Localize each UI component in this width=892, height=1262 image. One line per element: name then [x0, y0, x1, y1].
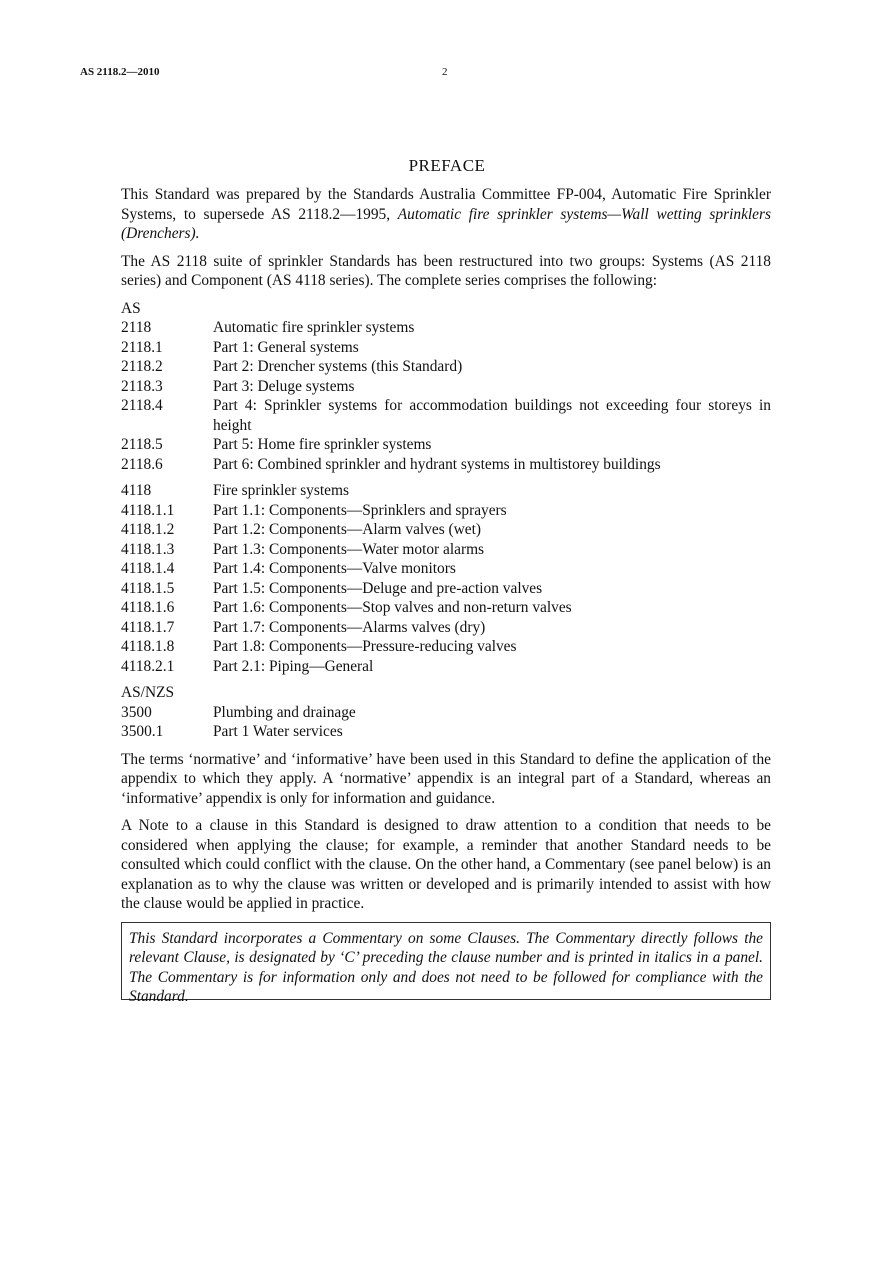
list-item [121, 501, 771, 521]
standard-description: Part 1.5: Components—Deluge and pre-action valves [213, 579, 543, 597]
standard-description: Part 6: Combined sprinkler and hydrant systems in multistorey buildings [213, 455, 661, 473]
standard-code: 2118.6 [121, 455, 163, 473]
standard-code: 2118 [121, 319, 152, 336]
series-group-4118 [121, 481, 771, 676]
list-item [121, 722, 771, 742]
standard-code: 4118.2.1 [121, 657, 175, 675]
standard-description: Part 1.7: Components—Alarms valves (dry) [213, 618, 486, 636]
series-group-asnzs [121, 683, 771, 742]
standard-description: Part 3: Deluge systems [213, 377, 355, 395]
standards-series-list [121, 299, 771, 742]
intro-italic-title: Automatic fire sprinkler systems—Wall wetting sprinklers (Drenchers). [121, 205, 771, 242]
series-group-as [121, 299, 771, 475]
list-item [121, 357, 771, 377]
page-title: PREFACE [408, 156, 486, 175]
list-item [121, 520, 771, 540]
standard-code: 4118.1.1 [121, 501, 175, 519]
standard-code: 4118.1.3 [121, 540, 175, 558]
standard-description: Part 1 Water services [213, 723, 343, 740]
intro-paragraph [121, 185, 771, 244]
standard-description: Plumbing and drainage [213, 703, 356, 721]
standard-code: 3500 [121, 703, 152, 721]
list-item [121, 618, 771, 638]
standard-description: Part 1: General systems [213, 338, 359, 356]
standard-description: Part 1.1: Components—Sprinklers and sprayers [213, 501, 507, 519]
list-item [121, 657, 771, 677]
list-item [121, 455, 771, 475]
standard-description: Fire sprinkler systems [213, 482, 349, 499]
standard-description: Automatic fire sprinkler systems [213, 319, 415, 336]
list-item [121, 435, 771, 455]
commentary-panel: This Standard incorporates a Commentary on some Clauses. The Commentary directly follows the relevant Clause, is designated by ‘C’ preceding the clause number and is printed in italics in a panel. The Commentary is for information only and does not need to be followed for compliance with the Standard. [121, 922, 771, 1000]
standard-description: Part 1.8: Components—Pressure-reducing valves [213, 638, 517, 655]
terms-paragraph: The terms ‘normative’ and ‘informative’ have been used in this Standard to define the application of the appendix to which they apply. A ‘normative’ appendix is an integral part of a Standard, whereas an ‘informative’ appendix is only for information and guidance. [121, 750, 771, 807]
series-prefix: AS [121, 299, 141, 317]
list-item [121, 598, 771, 618]
page-header [80, 66, 820, 82]
standard-code: 2118.1 [121, 338, 163, 356]
standard-code: 3500.1 [121, 723, 164, 740]
standard-code: 2118.4 [121, 397, 163, 414]
standard-description: Part 2.1: Piping—General [213, 657, 374, 675]
standard-code: 4118.1.7 [121, 618, 175, 636]
standard-code: 4118.1.5 [121, 579, 175, 597]
standard-description: Part 1.3: Components—Water motor alarms [213, 540, 485, 558]
document-number: AS 2118.2—2010 [80, 66, 160, 78]
standard-code: 2118.5 [121, 436, 163, 453]
standard-code: 4118.1.8 [121, 638, 175, 655]
list-item [121, 579, 771, 599]
standard-code: 4118.1.6 [121, 599, 175, 616]
list-item [121, 396, 771, 435]
list-item [121, 540, 771, 560]
standard-code: 2118.2 [121, 358, 163, 375]
standard-code: 2118.3 [121, 377, 163, 395]
list-item [121, 318, 771, 338]
standard-description: Part 5: Home fire sprinkler systems [213, 436, 432, 453]
series-prefix: AS/NZS [121, 684, 175, 701]
standard-description: Part 4: Sprinkler systems for accommodation buildings not exceeding four storeys in height [213, 397, 771, 434]
note-paragraph: A Note to a clause in this Standard is designed to draw attention to a condition that needs to be considered when applying the clause; for example, a reminder that another Standard needs to be consulted which could conflict with the clause. On the other hand, a Commentary (see panel below) is an explanation as to why the clause was written or developed and is primarily intended to assist with how the clause would be applied in practice. [121, 817, 771, 912]
standard-code: 4118 [121, 482, 152, 499]
standard-description: Part 2: Drencher systems (this Standard) [213, 358, 463, 375]
standard-description: Part 1.6: Components—Stop valves and non-return valves [213, 599, 572, 616]
standard-code: 4118.1.2 [121, 521, 175, 538]
list-item [121, 703, 771, 723]
list-item [121, 481, 771, 501]
standard-code: 4118.1.4 [121, 560, 175, 577]
standard-description: Part 1.2: Components—Alarm valves (wet) [213, 521, 482, 538]
intro-text: This Standard was prepared by the Standards Australia Committee FP-004, Automatic Fire Sprinkler Systems, to supersede AS 2118.2—1995, [121, 186, 771, 223]
list-item [121, 559, 771, 579]
list-item [121, 377, 771, 397]
list-item [121, 637, 771, 657]
page-content [121, 155, 771, 1005]
standard-description: Part 1.4: Components—Valve monitors [213, 560, 456, 577]
list-item [121, 338, 771, 358]
page-number: 2 [442, 66, 448, 78]
restructure-paragraph: The AS 2118 suite of sprinkler Standards has been restructured into two groups: Systems (AS 2118 series) and Component (AS 4118 series). The complete series comprises the following: [121, 252, 771, 289]
